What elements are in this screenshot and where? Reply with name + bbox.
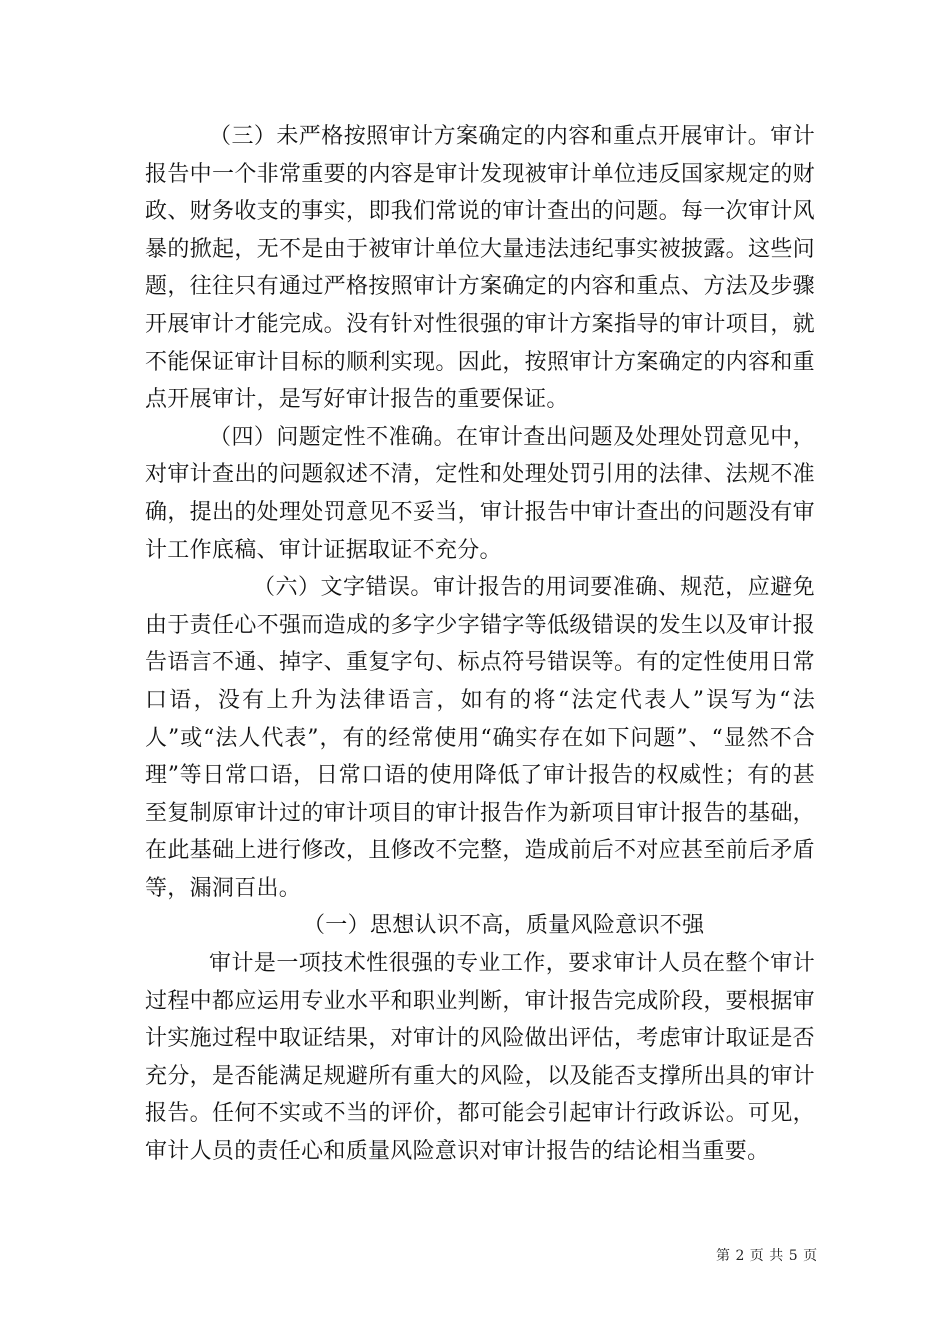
paragraph-section-three: （三）未严格按照审计方案确定的内容和重点开展审计。审计报告中一个非常重要的内容是审计发现被审计单位违反国家规定的财政、财务收支的事实，即我们常说的审计查出的问题。每一次审计风暴的掀起，无不是由于被审计单位大量违法违纪事实被披露。这些问题，往往只有通过严格按照审计方案确定的内容和重点、方法及步骤开展审计才能完成。没有针对性很强的审计方案指导的审计项目，就不能保证审计目标的顺利实现。因此，按照审计方案确定的内容和重点开展审计，是写好审计报告的重要保证。 (145, 124, 815, 413)
paragraph-body-final: 审计是一项技术性很强的专业工作，要求审计人员在整个审计过程中都应运用专业水平和职业判断，审计报告完成阶段，要根据审计实施过程中取证结果，对审计的风险做出评估，考虑审计取证是否充分，是否能满足规避所有重大的风险，以及能否支撑所出具的审计报告。任何不实或不当的评价，都可能会引起审计行政诉讼。可见，审计人员的责任心和质量风险意识对审计报告的结论相当重要。 (145, 951, 815, 1165)
section-heading: （一）思想认识不高，质量风险意识不强 (303, 913, 705, 939)
page-number: 第 2 页 共 5 页 (716, 1248, 818, 1264)
paragraph-section-four: （四）问题定性不准确。在审计查出问题及处理处罚意见中，对审计查出的问题叙述不清，定性和处理处罚引用的法律、法规不准确，提出的处理处罚意见不妥当，审计报告中审计查出的问题没有审计工作底稿、审计证据取证不充分。 (145, 424, 815, 563)
document-page (145, 118, 815, 1171)
paragraph-section-six: （六）文字错误。审计报告的用词要准确、规范，应避免由于责任心不强而造成的多字少字错字等低级错误的发生以及审计报告语言不通、掉字、重复字句、标点符号错误等。有的定性使用日常口语，没有上升为法律语言，如有的将“法定代表人”误写为“法人”或“法人代表”，有的经常使用“确实存在如下问题”、“显然不合理”等日常口语，日常口语的使用降低了审计报告的权威性；有的甚至复制原审计过的审计项目的审计报告作为新项目审计报告的基础，在此基础上进行修改，且修改不完整，造成前后不对应甚至前后矛盾等，漏洞百出。 (145, 575, 815, 901)
